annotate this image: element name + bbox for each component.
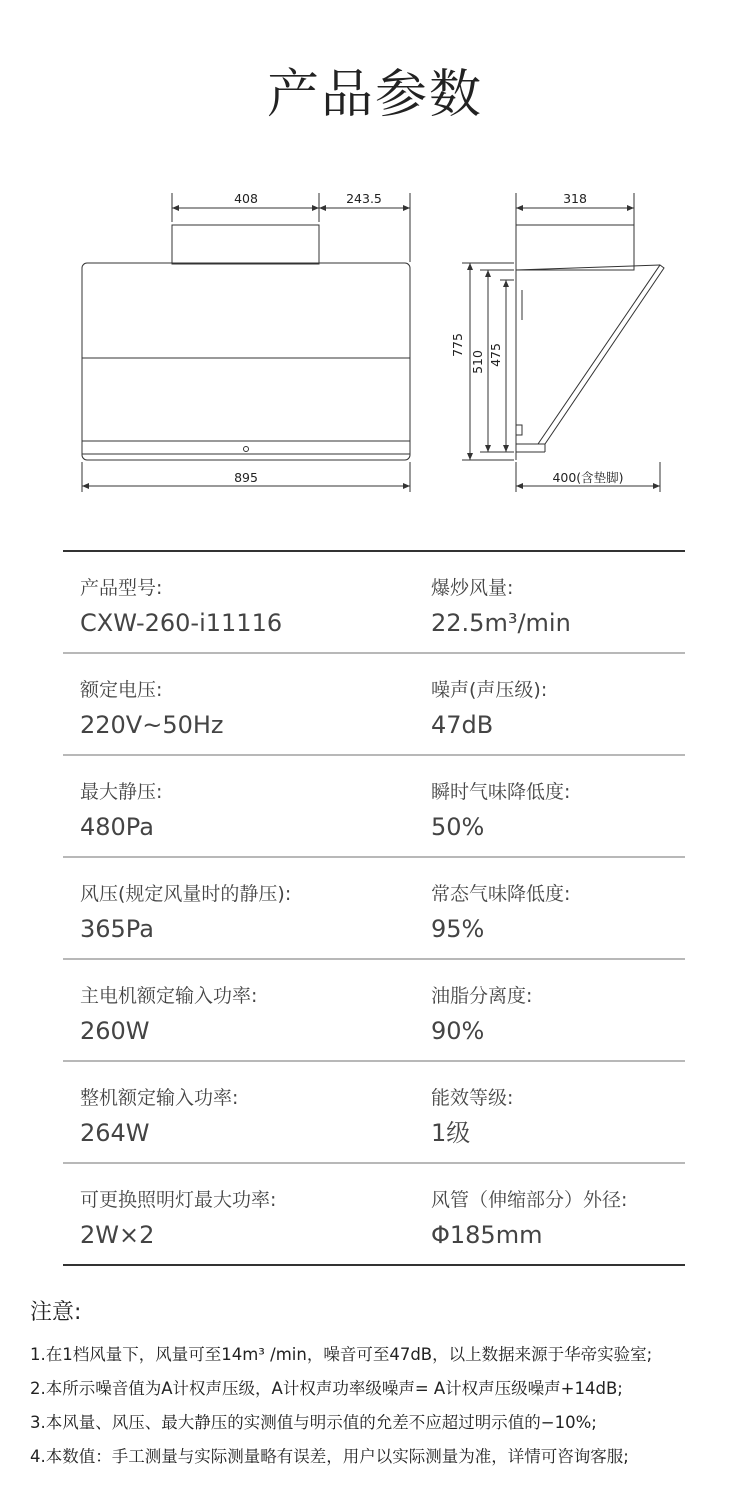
spec-label: 油脂分离度:: [431, 985, 533, 1007]
spec-table: [63, 550, 685, 1266]
spec-cell: [431, 780, 570, 842]
dimension-diagram: [0, 180, 750, 500]
spec-label: 风管（伸缩部分）外径:: [431, 1189, 628, 1211]
note-item: 3.本风量、风压、最大静压的实测值与明示值的允差不应超过明示值的−10%;: [30, 1413, 597, 1432]
dim-408-label: 408: [234, 191, 258, 206]
spec-label: 产品型号:: [80, 577, 163, 599]
spec-cell: [80, 1188, 276, 1250]
note-item: 1.在1档风量下，风量可至14m³ /min，噪音可至47dB，以上数据来源于华帝实验室;: [30, 1345, 653, 1364]
spec-value: 260W: [80, 1017, 150, 1045]
spec-row: [63, 754, 685, 856]
spec-cell: [80, 678, 224, 740]
notes-title: 注意:: [30, 1300, 82, 1325]
spec-row: [63, 856, 685, 958]
spec-row: [63, 652, 685, 754]
spec-row: [63, 958, 685, 1060]
spec-value: CXW-260-i11116: [80, 609, 283, 637]
spec-label: 爆炒风量:: [431, 577, 514, 599]
spec-cell: [431, 1188, 627, 1250]
spec-cell: [80, 882, 291, 944]
dim-475-label: 475: [488, 343, 503, 367]
spec-label: 能效等级:: [431, 1087, 514, 1109]
spec-label: 可更换照明灯最大功率:: [80, 1189, 277, 1211]
spec-value: 47dB: [431, 711, 494, 739]
spec-cell: [80, 984, 257, 1046]
spec-cell: [431, 1086, 513, 1148]
side-view: [462, 193, 664, 492]
spec-label: 额定电压:: [80, 679, 163, 701]
dim-318-label: 318: [563, 191, 587, 206]
page-title: 产品参数: [266, 65, 483, 125]
spec-cell: [80, 780, 162, 842]
dim-400-label: 400(含垫脚): [552, 470, 624, 485]
spec-label: 常态气味降低度:: [431, 883, 571, 905]
spec-cell: [431, 882, 570, 944]
spec-label: 瞬时气味降低度:: [431, 781, 571, 803]
spec-label: 噪声(声压级):: [431, 679, 548, 701]
front-view: [82, 193, 410, 492]
dim-243-label: 243.5: [346, 191, 382, 206]
spec-value: 1级: [431, 1119, 471, 1147]
spec-value: 365Pa: [80, 915, 154, 943]
spec-label: 最大静压:: [80, 781, 163, 803]
spec-value: 2W×2: [80, 1221, 155, 1249]
spec-cell: [431, 678, 547, 740]
dim-510-label: 510: [470, 350, 485, 374]
spec-cell: [431, 984, 532, 1046]
spec-label: 风压(规定风量时的静压):: [80, 883, 292, 905]
spec-value: 220V~50Hz: [80, 711, 224, 739]
spec-value: 90%: [431, 1017, 485, 1045]
dim-895-label: 895: [234, 470, 258, 485]
spec-cell: [80, 576, 282, 638]
spec-cell: [431, 576, 571, 638]
note-item: 2.本所示噪音值为A计权声压级，A计权声功率级噪声= A计权声压级噪声+14dB;: [30, 1379, 623, 1398]
spec-label: 整机额定输入功率:: [80, 1087, 239, 1109]
note-item: 4.本数值：手工测量与实际测量略有误差，用户以实际测量为准，详情可咨询客服;: [30, 1447, 629, 1466]
notes-section: [30, 1295, 745, 1474]
spec-row: [63, 550, 685, 652]
spec-value: 264W: [80, 1119, 150, 1147]
spec-cell: [80, 1086, 238, 1148]
spec-row: [63, 1162, 685, 1266]
spec-value: Φ185mm: [431, 1221, 543, 1249]
spec-value: 50%: [431, 813, 485, 841]
spec-row: [63, 1060, 685, 1162]
spec-label: 主电机额定输入功率:: [80, 985, 258, 1007]
spec-value: 480Pa: [80, 813, 154, 841]
spec-value: 95%: [431, 915, 485, 943]
dim-775-label: 775: [450, 333, 465, 357]
spec-value: 22.5m³/min: [431, 609, 571, 637]
